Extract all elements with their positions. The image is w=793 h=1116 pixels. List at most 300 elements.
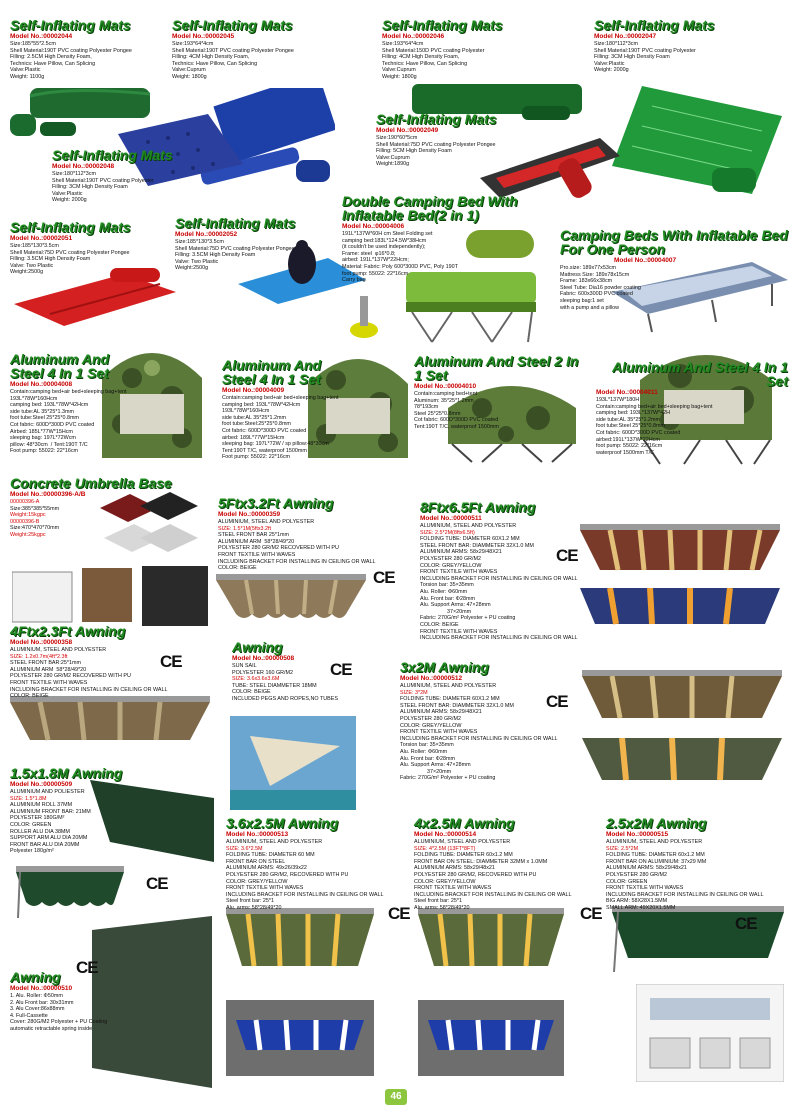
spec-line: POLYESTER 280 GR/M2, RECOVERED WITH PU (226, 871, 349, 878)
model-number: Model No.:00002048 (52, 163, 115, 170)
spec-line: Weight: 1100g (10, 73, 45, 80)
ce-mark-awn-59: CE (373, 568, 395, 587)
spec-line: 193L*78W*160Hcm (222, 408, 270, 415)
spec-line: camping bed: 193L*78W*42Hcm (222, 401, 301, 408)
spec-line: Filling: 5CM High Density Foam (376, 148, 452, 155)
spec-line: airbed: 189L*77W*15Hcm (222, 434, 285, 441)
spec-line: FRONT TEXTILE WITH WAVES (218, 551, 296, 558)
spec-line: FRONT TEXTILE WITH WAVES (606, 885, 684, 892)
awn-13-photo-2 (226, 1000, 374, 1076)
spec-line: FOLDING TUBE: DIAMETER 60X1.2 MM (420, 536, 520, 543)
model-number: Model No.:00000358 (10, 639, 73, 646)
spec-line: INCLUDING BRACKET FOR INSTALLING IN CEILING OR WALL (420, 635, 578, 642)
model-number: Model No.:00004008 (10, 381, 73, 388)
spec-line: Fabric: 270G/m² Polyester + PU coating (400, 775, 496, 782)
umbrella-boxes-photo (12, 566, 208, 626)
spec-line: Filling: 3CM High Density Foam (594, 54, 670, 61)
spec-line: Filling: 3.5CM High Density Foam (10, 256, 91, 263)
spec-line: ALUMINIUM ROLL 37MM (10, 802, 73, 809)
spec-line: ALUMINIUM FRONT BAR: 21MM (10, 808, 91, 815)
spec-line: Alu. Front bar: Φ28mm (420, 595, 475, 602)
spec-line: FOLDING TUBE: DIAMETER 60x1.2 MM (414, 852, 513, 859)
spec-line: Mattress Size: 189x78x15cm (560, 271, 630, 278)
spec-line: FRONT TEXTILE WITH WAVES (400, 729, 478, 736)
spec-line: COLOR: BEIGE (232, 689, 271, 696)
spec-line: Valve:Plastic (10, 67, 41, 74)
section-title: Awning (10, 969, 61, 985)
spec-line: 00000396-A (10, 499, 40, 505)
section-title: Double Camping Bed With Inflatable Bed(2 in 1) (342, 193, 518, 223)
spec-line: 193L*137W*180H (596, 397, 640, 403)
section-title: Self-Inflating Mats (172, 17, 293, 33)
spec-line: STEEL FRONT BAR 25*1mm (218, 532, 289, 539)
spec-line: COLOR: GREY/YELLOW (400, 722, 462, 729)
spec-line: Weight:2500g (175, 265, 209, 272)
spec-line: 37×20mm (420, 608, 472, 615)
spec-line: INCLUDING BRACKET FOR INSTALLING IN CEILING OR WALL (606, 891, 764, 898)
spec-line: COLOR: BEIGE (10, 693, 49, 700)
spec-line: Shell Material:150D PVC coating Polyester (382, 47, 485, 54)
spec-line: Technics: Have Pillow, Can Splicing (172, 60, 258, 67)
awn-12-photo-2 (582, 738, 782, 794)
ce-mark-awn-58: CE (160, 652, 182, 671)
spec-line: ALUMINIUM, STEEL AND POLYESTER (414, 839, 511, 845)
spec-line: Valve:Plastic (52, 190, 83, 197)
spec-line: SIZE: 3.6*2.5M (226, 845, 263, 852)
spec-line: Polyester 180g/m² (10, 848, 54, 855)
spec-line: FOLDING TUBE: DIAMETER 60 MM (226, 852, 315, 859)
spec-line: Cot fabric: 600D*300D PVC coated (596, 429, 681, 436)
spec-line: Valve:Cuprum (376, 154, 410, 161)
spec-line: ALUMINIUM, STEEL AND POLYESTER (400, 683, 497, 689)
spec-line: foot tube:Steel 25*25*0.8mm (596, 423, 665, 430)
spec-line: foot pump: 55022: 22*16cm (342, 270, 409, 277)
spec-line: Cot fabric: 600D*300D PVC coated (414, 417, 499, 424)
spec-line: ALUMINIUM AND POLIESTER (10, 789, 85, 795)
spec-line: FRONT BAR ALU DIA 20MM (10, 841, 80, 848)
section-bed-07 (560, 228, 788, 311)
section-mat-49 (376, 112, 576, 168)
spec-line: Weight:1890g (376, 161, 410, 168)
section-mat-52 (175, 216, 350, 272)
model-number: Model No.:00000512 (400, 675, 463, 682)
model-number: Model No.:00000514 (414, 831, 477, 838)
spec-line: Material: Fabric: Poly 600*300D PVC, Poly 190T (342, 263, 458, 270)
spec-line: Weight:2500g (10, 269, 44, 276)
spec-line: STEEL FRONT BAR: DIAMMETER 32X1.0 MM (400, 702, 514, 709)
spec-line: 193L*78W*160Hcm (10, 395, 58, 402)
spec-line: Alu. Front bar: Φ28mm (400, 755, 455, 762)
spec-line: ALUMINIUM ARMS: 58x29/48x21 (414, 865, 495, 872)
spec-line: Size:180*112*3cm (52, 171, 96, 177)
section-title: Concrete Umbrella Base (10, 475, 172, 491)
section-awn-12 (400, 660, 580, 782)
spec-line: with a pump and a pillow (560, 304, 620, 311)
spec-line: Airbed: 185L*77W*15Hcm (10, 428, 73, 435)
section-title: 2.5x2M Awning (606, 815, 707, 831)
spec-line: Filling: 3.5CM High Density Foam (175, 252, 256, 259)
ce-mark-awn-14: CE (580, 904, 602, 923)
awn-14-photo-2 (418, 1000, 564, 1076)
section-title: Self-Inflating Mats (52, 147, 173, 163)
spec-line: ALUMINIUM, STEEL AND POLYESTER (606, 839, 703, 845)
spec-line: Size:470*470*70mm (10, 525, 60, 532)
section-title: Camping Beds With Inflatable Bed For One Person (560, 227, 788, 257)
section-awn-13 (226, 816, 416, 912)
section-title: Aluminum And Steel 4 In 1 Set (10, 351, 110, 381)
spec-line: camping bed:183L*124.5W*38Hcm (342, 237, 427, 244)
spec-line: SUN SAIL (232, 663, 257, 669)
spec-line: Shell Material:190T PVC coating Polyester (52, 177, 154, 184)
ce-mark-awn-12: CE (546, 692, 568, 711)
section-awn-59 (218, 496, 418, 572)
spec-line: ALUMINIUM, STEEL AND POLYESTER (10, 647, 107, 653)
spec-line: Steel Tube: Dia16 powder coating (560, 284, 641, 291)
spec-line: Valve:Plastic (594, 60, 625, 67)
spec-line: POLYESTER 280 GR/M2 (420, 555, 482, 562)
awn-15-photo-1 (612, 906, 784, 972)
section-title: 1.5x1.8M Awning (10, 765, 123, 781)
model-number: Model No.:00002047 (594, 33, 657, 40)
model-number: Model No.:00000508 (232, 655, 295, 662)
spec-line: Size:185*130*3.5cm (10, 243, 59, 249)
spec-line: Alu. Support Arms: 47×28mm (420, 602, 491, 609)
spec-line: 78*193cm (414, 404, 439, 411)
model-number: Model No.:00004009 (222, 387, 285, 394)
spec-line: BIG ARM: 58X28X1.5MM (606, 898, 668, 905)
section-mat-44 (10, 18, 195, 81)
spec-line: Torsion bar: 35×35mm (420, 582, 474, 589)
spec-line: Foot pump: 55022: 22*16cm (10, 448, 79, 455)
section-awn-58 (10, 624, 210, 700)
spec-line: Filling: 3CM High Density Foam (52, 184, 128, 191)
spec-line: Alu. Roller: Φ60mm (400, 748, 448, 755)
spec-line: foot tube:Steel:25*25*0.8mm (222, 421, 291, 428)
spec-line: 00000396-B (10, 518, 40, 525)
model-number: Model No.:00000511 (420, 515, 482, 522)
spec-line: Tent:190T T/C, waterproof 1500mm (222, 447, 307, 454)
spec-line: POLYESTER 280 GR/M2, RECOVERED WITH PU (414, 871, 537, 878)
section-title: Self-Inflating Mats (175, 215, 296, 231)
spec-line: 2. Alu Front bar: 30x31mm (10, 999, 74, 1006)
spec-line: Alu. arms: 58*28/49*20 (414, 904, 470, 911)
spec-line: Frame: 183x66x38cm (560, 278, 613, 285)
model-number: Model No.:00000510 (10, 985, 73, 992)
model-number: Model No.:00002045 (172, 33, 235, 40)
spec-line: Frame: steel φ16*0.8; (342, 250, 396, 257)
spec-line: foot tube:Steel 25*25*0.8mm (10, 415, 79, 422)
spec-line: Torsion bar: 35×35mm (400, 742, 454, 749)
ce-mark-awn-08: CE (330, 660, 352, 679)
spec-line: Weight: 1800g (382, 73, 417, 80)
awn-08-photo (230, 716, 356, 810)
spec-line: automatic retractable spring inside (10, 1025, 93, 1032)
spec-line: Steel front bar: 25*1 (414, 898, 462, 905)
spec-line: ALUMINIUM ARM 58*28/49*20 (10, 666, 87, 673)
spec-line: Valve:Cuprum (172, 67, 206, 74)
ce-mark-awn-11: CE (556, 546, 578, 565)
spec-line: camping bed: 193L*137W*42H (596, 410, 671, 417)
spec-line: INCLUDING BRACKET FOR INSTALLING IN CEILING OR WALL (400, 735, 558, 742)
mat-47-photo (612, 86, 787, 198)
section-title: Aluminum And Steel 4 In 1 Set (222, 357, 322, 387)
section-mat-51 (10, 220, 185, 276)
spec-line: Cot fabric: 600D*300D PVC coated (222, 427, 307, 434)
spec-line: ALUMINIUM ARMS: 58x29/48X21 (400, 709, 482, 716)
model-number: Model No.:00002051 (10, 235, 73, 242)
spec-line: sleeping bag: 197L*72W / sp pillow:48*30cm (222, 441, 329, 448)
spec-line: COLOR: GREY/YELLOW (414, 878, 476, 885)
spec-line: INCLUDED PEGS AND ROPES,NO TUBES (232, 695, 338, 702)
spec-line: Shell Material:190T PVC coating Polyester Pongee (10, 47, 132, 54)
spec-line: INCLUDING BRACKET FOR INSTALLING IN CEILING OR WALL (226, 891, 384, 898)
spec-line: camping bed: 193L*78W*42Hcm (10, 402, 89, 409)
spec-line: pillow: 48*30cm / Tent:190T T/C (10, 441, 88, 448)
spec-line: side tube:AL 35*25*1.2mm (222, 414, 286, 421)
spec-line: waterproof 1500mm T/C (596, 449, 655, 456)
section-mat-45 (172, 18, 372, 81)
spec-line: Weight:25kgpc (10, 531, 46, 538)
spec-line: ALUMINIUM ARMS: 58x29/48x21 (606, 865, 687, 872)
section-title: Self-Inflating Mats (10, 219, 131, 235)
spec-line: SUPPORT ARM ALU DIA 20MM (10, 835, 88, 842)
section-umbrella (10, 476, 210, 539)
spec-line: SIZE: 1.5*1.8M (10, 795, 47, 802)
spec-line: FOLDING TUBE: DIAMETER 60x1.2 MM (606, 852, 705, 859)
spec-line: Fabric: 600x300D PVC coated (560, 291, 633, 298)
spec-line: Alu. arms: 58*28/49*20 (226, 904, 282, 911)
spec-line: ALUMINIUM ARMS: 49x26/39x22 (226, 865, 307, 872)
spec-line: Contain:camping bed+air bed+sleeping bag+tent (222, 395, 339, 401)
section-title: Self-Inflating Mats (382, 17, 503, 33)
awn-09-photo-2 (16, 866, 124, 918)
spec-line: Carry bag (342, 277, 366, 284)
spec-line: FRONT BAR ON STEEL (226, 858, 286, 865)
spec-line: SMALL ARM: 49X20X1.5MM (606, 904, 676, 911)
spec-line: Shell Material:75D PVC coating Polyester Pongee (10, 249, 130, 256)
model-number: Model No.:00002049 (376, 127, 439, 134)
spec-line: FRONT TEXTILE WITH WAVES (10, 679, 88, 686)
spec-line: Aluminum: 35*25*1.2mm (414, 397, 474, 404)
spec-line: Shell Material:190T PVC coating Polyester (594, 47, 696, 54)
spec-line: Alu. Roller: Φ60mm (420, 588, 468, 595)
spec-line: 191L*137W*60H cm Steel Folding set (342, 231, 433, 237)
spec-line: Filling: 4CM High Density Foam, (382, 54, 460, 61)
spec-line: Shell Material:75D PVC coating Polyester Pongee (175, 245, 295, 252)
spec-line: Cover: 280G/M2 Polyester + PU Coating (10, 1019, 108, 1026)
spec-line: SIZE: 1.2x0.7m(4ft*2.3ft (10, 653, 68, 660)
spec-line: Filling: 2.5CM High Density Foam, (10, 54, 92, 61)
spec-line: Filling: 4CM High Density Foam, (172, 54, 250, 61)
awn-12-photo-1 (582, 670, 782, 732)
model-number: Model No.:00000359 (218, 511, 281, 518)
spec-line: Valve:Cuprum (382, 67, 416, 74)
spec-line: COLOR: GREEN (606, 878, 648, 885)
spec-line: side tube:AL 35*25*1.3mm (10, 408, 74, 415)
spec-line: COLOR: GREY/YELLOW (420, 562, 482, 569)
spec-line: COLOR: BEIGE (218, 565, 257, 572)
spec-line: POLYESTER 280 GR/M2 (606, 871, 668, 878)
spec-line: INCLUDING BRACKET FOR INSTALLING IN CEILING OR WALL (420, 575, 578, 582)
spec-line: FRONT TEXTILE WITH WAVES (414, 885, 492, 892)
awn-58-photo (10, 696, 210, 752)
spec-line: Valve: Two Plastic (10, 262, 54, 269)
spec-line: FRONT BAR ON STEEL: DIAMMETER 32MM x 1.0MM (414, 858, 548, 865)
spec-line: (it couldn't be used independently); (342, 244, 426, 251)
spec-line: 4. Full-Cassette (10, 1012, 48, 1019)
spec-line: INCLUDING BRACKET FOR INSTALLING IN CEILING OR WALL (218, 558, 376, 565)
section-title: 5Ftx3.2Ft Awning (218, 495, 334, 511)
spec-line: ALUMINIUM ARM 58*28/49*20 (218, 538, 295, 545)
spec-line: Contain:camping bed+air bed+sleeping bag+tent (10, 389, 127, 395)
model-number: Model No.:00002046 (382, 33, 445, 40)
ce-mark-awn-15: CE (735, 914, 757, 933)
spec-line: COLOR: BEIGE (420, 621, 459, 628)
section-title: Aluminum And Steel 4 In 1 Set (611, 359, 788, 389)
section-awn-09 (10, 766, 160, 855)
awn-59-photo (216, 574, 366, 628)
page-number: 46 (385, 1089, 407, 1105)
section-title: 4x2.5M Awning (414, 815, 515, 831)
spec-line: POLYESTER 160 GR/M2 (232, 669, 294, 676)
spec-line: Size:190*60*5cm (376, 135, 418, 141)
mat-51-photo (14, 268, 176, 330)
awn-14-photo-1 (418, 908, 564, 980)
spec-line: airbed:191L*137W*22Hcm (596, 436, 660, 443)
spec-line: Foot pump: 55022: 22*16cm (222, 454, 291, 461)
spec-line: Pro.size: 189x77x53cm (560, 265, 617, 271)
spec-line: 3. Alu Cover:86x88mm (10, 1006, 65, 1013)
model-number: Model No.:00002044 (10, 33, 73, 40)
spec-line: Weight: 2000g (594, 67, 629, 74)
spec-line: Weight: 2000g (52, 197, 87, 204)
section-mat-47 (594, 18, 789, 74)
spec-line: ALUMINIUM ARMS: 58x29/48X21 (420, 549, 502, 556)
awn-13-photo-1 (226, 908, 374, 980)
spec-line: ALUMINIUM, STEEL AND POLYESTER (226, 839, 323, 845)
section-title: 3.6x2.5M Awning (226, 815, 339, 831)
spec-line: COLOR: GREY/YELLOW (226, 878, 288, 885)
section-mat-48 (52, 148, 227, 204)
spec-line: Weight: 1800g (172, 73, 207, 80)
spec-line: COLOR: GREEN (10, 821, 52, 828)
spec-line: ALUMINIUM, STEEL AND POLYESTER (420, 523, 517, 529)
spec-line: SIZE: 1.5*1M(5ftx3.2ft (218, 525, 272, 532)
spec-line: SIZE: 3.6x3.6x3.6M (232, 676, 280, 683)
spec-line: Steel 25*25*0.8mm (414, 410, 461, 417)
section-title: Aluminum And Steel 2 In 1 Set (414, 353, 579, 383)
spec-line: Technics: Have Pillow, Can Splicing (382, 60, 468, 67)
spec-line: Size:193*64*4cm (382, 41, 424, 47)
model-number: Model No.:00004006 (342, 223, 405, 230)
section-set-10 (414, 354, 584, 431)
spec-line: STEEL FRONT BAR:25*1mm (10, 660, 81, 667)
section-awn-10 (10, 970, 150, 1033)
spec-line: ALUMINIUM, STEEL AND POLYESTER (218, 519, 315, 525)
spec-line: POLYESTER 180G/M² (10, 815, 65, 822)
spec-line: Valve: Two Plastic (175, 258, 219, 265)
spec-line: FRONT TEXTILE WITH WAVES (226, 885, 304, 892)
spec-line: SIZE: 3*2M (400, 689, 428, 696)
awn-15-photo-2 (636, 984, 784, 1082)
model-number: Model No.:00004011 (596, 389, 658, 396)
spec-line: airbed: 191L*137W*22Hcm; (342, 257, 409, 264)
model-number: Model No.:00000515 (606, 831, 669, 838)
spec-line: Steel front bar: 25*1 (226, 898, 274, 905)
section-title: 8Ftx6.5Ft Awning (420, 499, 536, 515)
spec-line: POLYESTER 280 GR/M2 RECOVERED WITH PU (218, 545, 339, 552)
spec-line: Shell Material:75D PVC coating Polyester Pongee (376, 141, 496, 148)
spec-line: Shell Material:190T PVC coating Polyester Pongee (172, 47, 294, 54)
spec-line: Fabric: 270G/m² Polyester + PU coating (420, 615, 516, 622)
model-number: Model No.:00004007 (614, 257, 677, 264)
ce-mark-awn-09: CE (146, 874, 168, 893)
model-number: Model No.:00000396-A/B (10, 491, 86, 498)
spec-line: Contain:camping bed+tent (414, 391, 478, 397)
ce-mark-awn-13: CE (388, 904, 410, 923)
model-number: Model No.:00000509 (10, 781, 73, 788)
section-bed-06 (342, 194, 542, 284)
spec-line: Tent:190T T/C, waterproof 1500mm (414, 423, 499, 430)
section-mat-46 (382, 18, 587, 81)
section-title: Self-Inflating Mats (376, 111, 497, 127)
section-set-11 (596, 360, 788, 456)
spec-line: foot pump: 55022: 22*16cm (596, 443, 663, 450)
section-set-09 (222, 358, 372, 461)
model-number: Model No.:00002052 (175, 231, 238, 238)
section-awn-11 (420, 500, 620, 642)
spec-line: Size:385*385*55mm (10, 505, 60, 512)
spec-line: sleeping bag: 197L*72Wcm (10, 435, 76, 442)
spec-line: POLYESTER 280 GR/M2 (400, 715, 462, 722)
spec-line: Contain:camping bed+air bed+sleeping bag+tent (596, 403, 713, 410)
section-title: Awning (232, 639, 283, 655)
spec-line: Size:185*130*3.5cm (175, 239, 224, 245)
spec-line: INCLUDING BRACKET FOR INSTALLING IN CEILING OR WALL (10, 686, 168, 693)
section-title: 4Ftx2.3Ft Awning (10, 623, 126, 639)
spec-line: INCLUDING BRACKET FOR INSTALLING IN CEILING OR WALL (414, 891, 572, 898)
spec-line: Technics: Have Pillow, Can Splicing (10, 60, 96, 67)
ce-mark-awn-10: CE (76, 958, 98, 977)
model-number: Model No.:00004010 (414, 383, 477, 390)
section-awn-15 (606, 816, 788, 912)
spec-line: FRONT BAR ON ALUMINIUM: 37x29 MM (606, 858, 707, 865)
spec-line: FRONT TEXTILE WITH WAVES (420, 569, 498, 576)
section-title: 3x2M Awning (400, 659, 489, 675)
spec-line: 1. Alu. Roller: Φ50mm (10, 993, 63, 999)
section-awn-14 (414, 816, 604, 912)
spec-line: SIZE: 4*2.5M (13FT*8FT) (414, 845, 476, 852)
section-awn-08 (232, 640, 412, 703)
spec-line: POLYESTER 280 GR/M2 RECOVERED WITH PU (10, 673, 131, 680)
spec-line: side tube:AL 35*25*1.2mm (596, 416, 660, 423)
spec-line: Size:185*55*2.5cm (10, 41, 56, 47)
spec-line: Size:180*112*3cm (594, 41, 638, 47)
spec-line: sleeping bag:1 set (560, 297, 604, 304)
spec-line: FOLDING TUBE: DIAMETER 60X1.2 MM (400, 696, 500, 703)
spec-line: FRONT TEXTILE WITH WAVES (420, 628, 498, 635)
section-title: Self-Inflating Mats (10, 17, 131, 33)
spec-line: Weight:15kgpc (10, 512, 46, 519)
spec-line: ROLLER ALU DIA 38MM (10, 828, 70, 835)
spec-line: Alu. Support Arms: 47×28mm (400, 762, 471, 769)
spec-line: Size:193*64*4cm (172, 41, 214, 47)
spec-line: SIZE: 2.5*2M (606, 845, 639, 852)
spec-line: Cot fabric: 600D*300D PVC coated (10, 421, 95, 428)
model-number: Model No.:00000513 (226, 831, 289, 838)
spec-line: SIZE: 2.5*2M(8ftx6.5ft) (420, 529, 475, 536)
section-title: Self-Inflating Mats (594, 17, 715, 33)
